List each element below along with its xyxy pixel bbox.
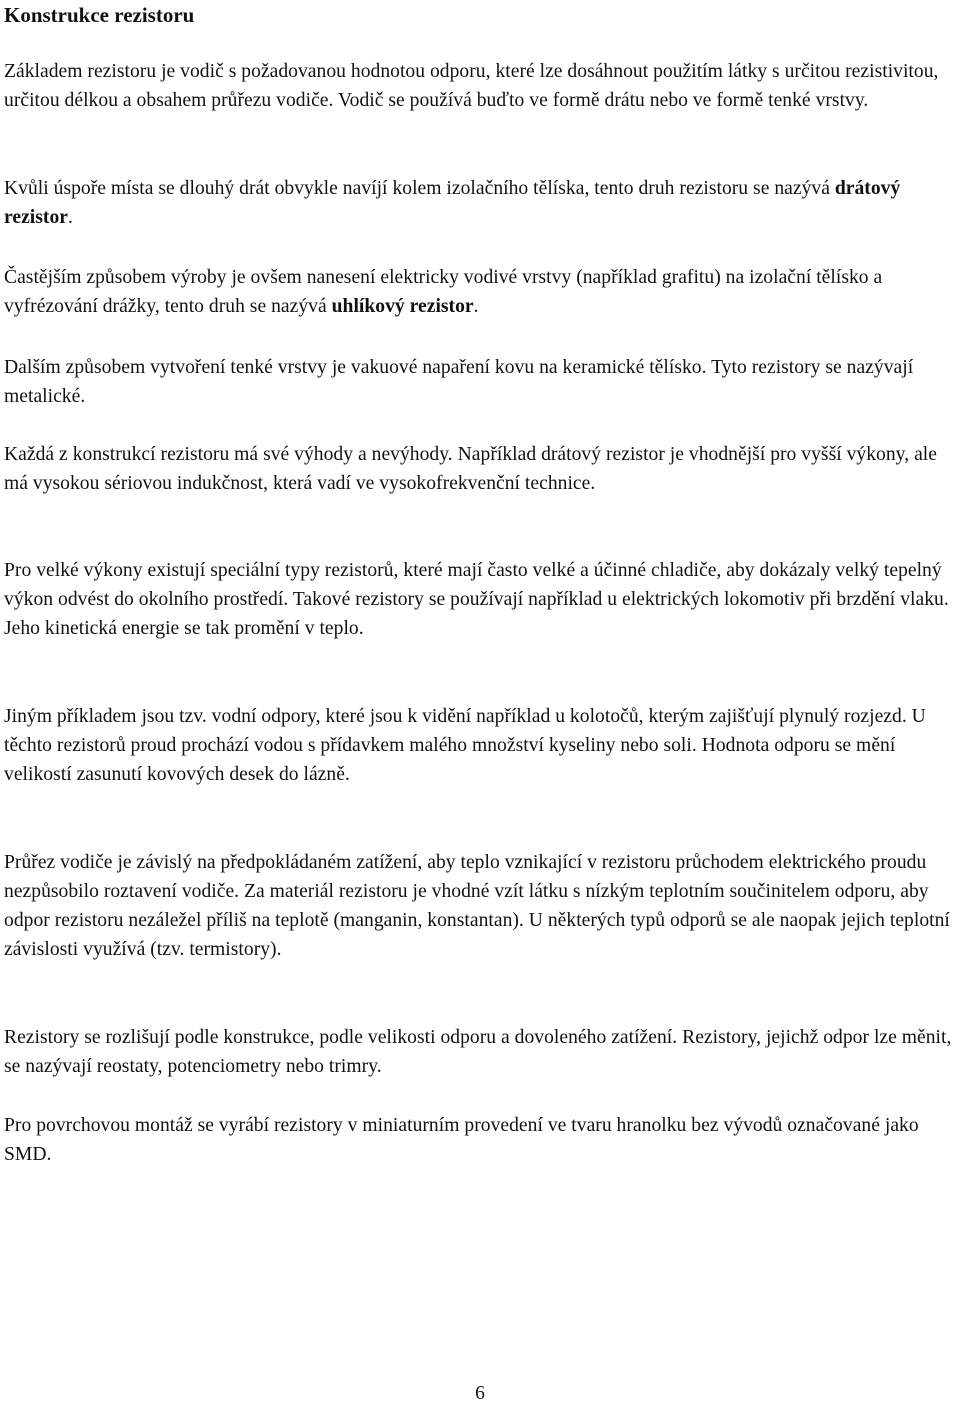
paragraph-pros-cons: Každá z konstrukcí rezistoru má své výhody a nevýhody. Například drátový rezistor je vhodnější pro vyšší výkony, ale má vysokou sériovou indukčnost, která vadí ve vysokofrekvenční technice. [4, 444, 937, 494]
document-page [4, 0, 956, 1406]
paragraph-text: . [473, 296, 479, 317]
term-carbon-resistor: uhlíkový rezistor [331, 296, 474, 317]
paragraph-smd: Pro povrchovou montáž se vyrábí rezistory v miniaturním provedení ve tvaru hranolku bez vývodů označované jako SMD. [4, 1115, 919, 1165]
paragraph-classification: Rezistory se rozlišují podle konstrukce, podle velikosti odporu a dovoleného zatížení. Rezistory, jejichž odpor lze měnit, se nazývají reostaty, potenciometry nebo trimry. [4, 1027, 952, 1077]
paragraph-carbon-resistor [4, 263, 956, 321]
paragraph-water-resistors: Jiným příkladem jsou tzv. vodní odpory, které jsou k vidění například u kolotočů, kterým zajišťují plynulý rozjezd. U těchto rezistorů proud prochází vodou s přídavkem malého množství kyseliny nebo soli. Hodnota odporu se mění velikostí zasunutí kovových desek do lázně. [4, 706, 926, 785]
paragraph-wire-resistor [4, 174, 956, 232]
paragraph-basis: Základem rezistoru je vodič s požadovanou hodnotou odporu, které lze dosáhnout použitím látky s určitou rezistivitou, určitou délkou a obsahem průřezu vodiče. Vodič se používá buďto ve formě drátu nebo ve formě tenké vrstvy. [4, 61, 939, 111]
paragraph-metal-film: Dalším způsobem vytvoření tenké vrstvy je vakuové napaření kovu na keramické tělísko. Tyto rezistory se nazývají metalické. [4, 357, 914, 407]
page-number: 6 [475, 1383, 485, 1404]
paragraph-text: Častějším způsobem výroby je ovšem nanesení elektricky vodivé vrstvy (například grafitu) na izolační tělísko a vyfrézování drážky, tento druh se nazývá [4, 267, 883, 317]
paragraph-high-power: Pro velké výkony existují speciální typy rezistorů, které mají často velké a účinné chladiče, aby dokázaly velký tepelný výkon odvést do okolního prostředí. Takové rezistory se používají například u elektrických lokomotiv při brzdění vlaku. Jeho kinetická energie se tak promění v teplo. [4, 560, 949, 639]
paragraph-text: Kvůli úspoře místa se dlouhý drát obvykle navíjí kolem izolačního tělíska, tento druh rezistoru se nazývá [4, 178, 835, 199]
paragraph-text: . [67, 207, 73, 228]
page-title: Konstrukce rezistoru [4, 3, 195, 27]
term-wire-resistor: drátový rezistor [4, 178, 901, 228]
paragraph-conductor-cross-section: Průřez vodiče je závislý na předpokládaném zatížení, aby teplo vznikající v rezistoru průchodem elektrického proudu nezpůsobilo roztavení vodiče. Za materiál rezistoru je vhodné vzít látku s nízkým teplotním součinitelem odporu, aby odpor rezistoru nezáležel příliš na teplotě (manganin, konstantan). U některých typů odporů se ale naopak jejich teplotní závislosti využívá (tzv. termistory). [4, 852, 950, 960]
